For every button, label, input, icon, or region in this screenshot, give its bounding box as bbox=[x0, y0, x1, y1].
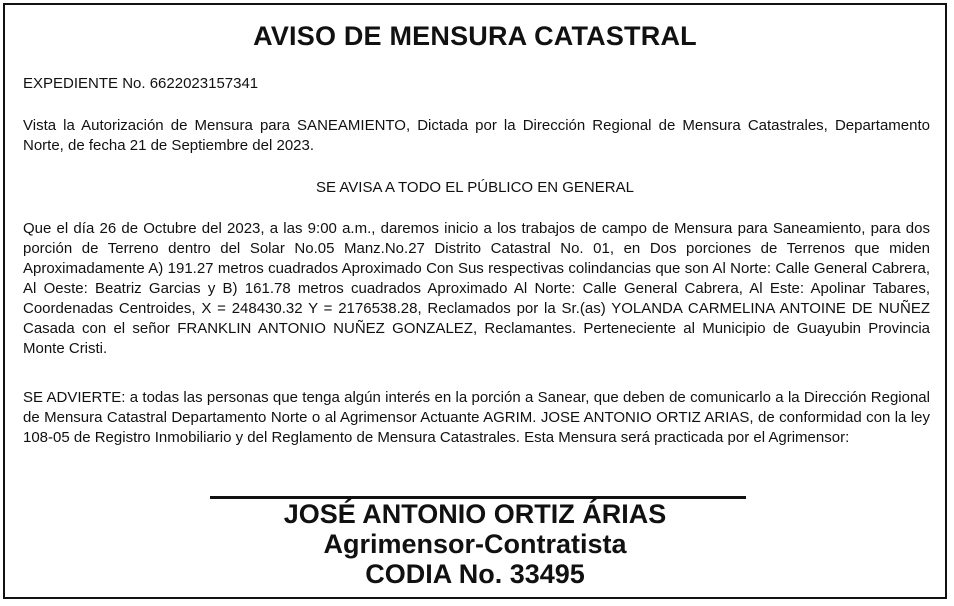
codia-number: CODIA No. 33495 bbox=[365, 559, 585, 589]
surveyor-role: Agrimensor-Contratista bbox=[323, 529, 627, 559]
public-notice-heading: SE AVISA A TODO EL PÚBLICO EN GENERAL bbox=[316, 179, 634, 196]
survey-details-paragraph: Que el día 26 de Octubre del 2023, a las 9:00 a.m., daremos inicio a los trabajos de campo de Mensura para Saneamiento, para dos porción de Terreno dentro del Solar No.05 Manz.No.27 Distrito Catastral No. 01, en Dos porciones de Terrenos que miden Aproximadamente A) 191.27 metros cuadrados Aproximado Con Sus respectivas colindancias que son Al Norte: Calle General Cabrera, Al Oeste: Beatriz Garcias y B) 161.78 metros cuadrados Aproximado Al Norte: Calle General Cabrera, Al Este: Apolinar Tabares, Coordenadas Centroides, X = 248430.32 Y = 2176538.28, Reclamados por la Sr.(as) YOLANDA CARMELINA ANTOINE DE NUÑEZ Casada con el señor FRANKLIN ANTONIO NUÑEZ GONZALEZ, Reclamantes. Perteneciente al Municipio de Guayubin Provincia Monte Cristi. bbox=[23, 220, 930, 357]
authorization-paragraph: Vista la Autorización de Mensura para SANEAMIENTO, Dictada por la Dirección Regional de Mensura Catastrales, Departamento Norte, de fecha 21 de Septiembre del 2023. bbox=[23, 117, 930, 154]
notice-box bbox=[3, 3, 947, 599]
warning-paragraph: SE ADVIERTE: a todas las personas que tenga algún interés en la porción a Sanear, que deben de comunicarlo a la Dirección Regional de Mensura Catastral Departamento Norte o al Agrimensor Actuante AGRIM. JOSE ANTONIO ORTIZ ARIAS, de conformidad con la ley 108-05 de Registro Inmobiliario y del Reglamento de Mensura Catastrales. Esta Mensura será practicada por el Agrimensor: bbox=[23, 389, 930, 446]
expediente-number: EXPEDIENTE No. 6622023157341 bbox=[23, 75, 259, 92]
surveyor-name: JOSÉ ANTONIO ORTIZ ÁRIAS bbox=[283, 499, 667, 529]
notice-title: AVISO DE MENSURA CATASTRAL bbox=[253, 21, 697, 51]
